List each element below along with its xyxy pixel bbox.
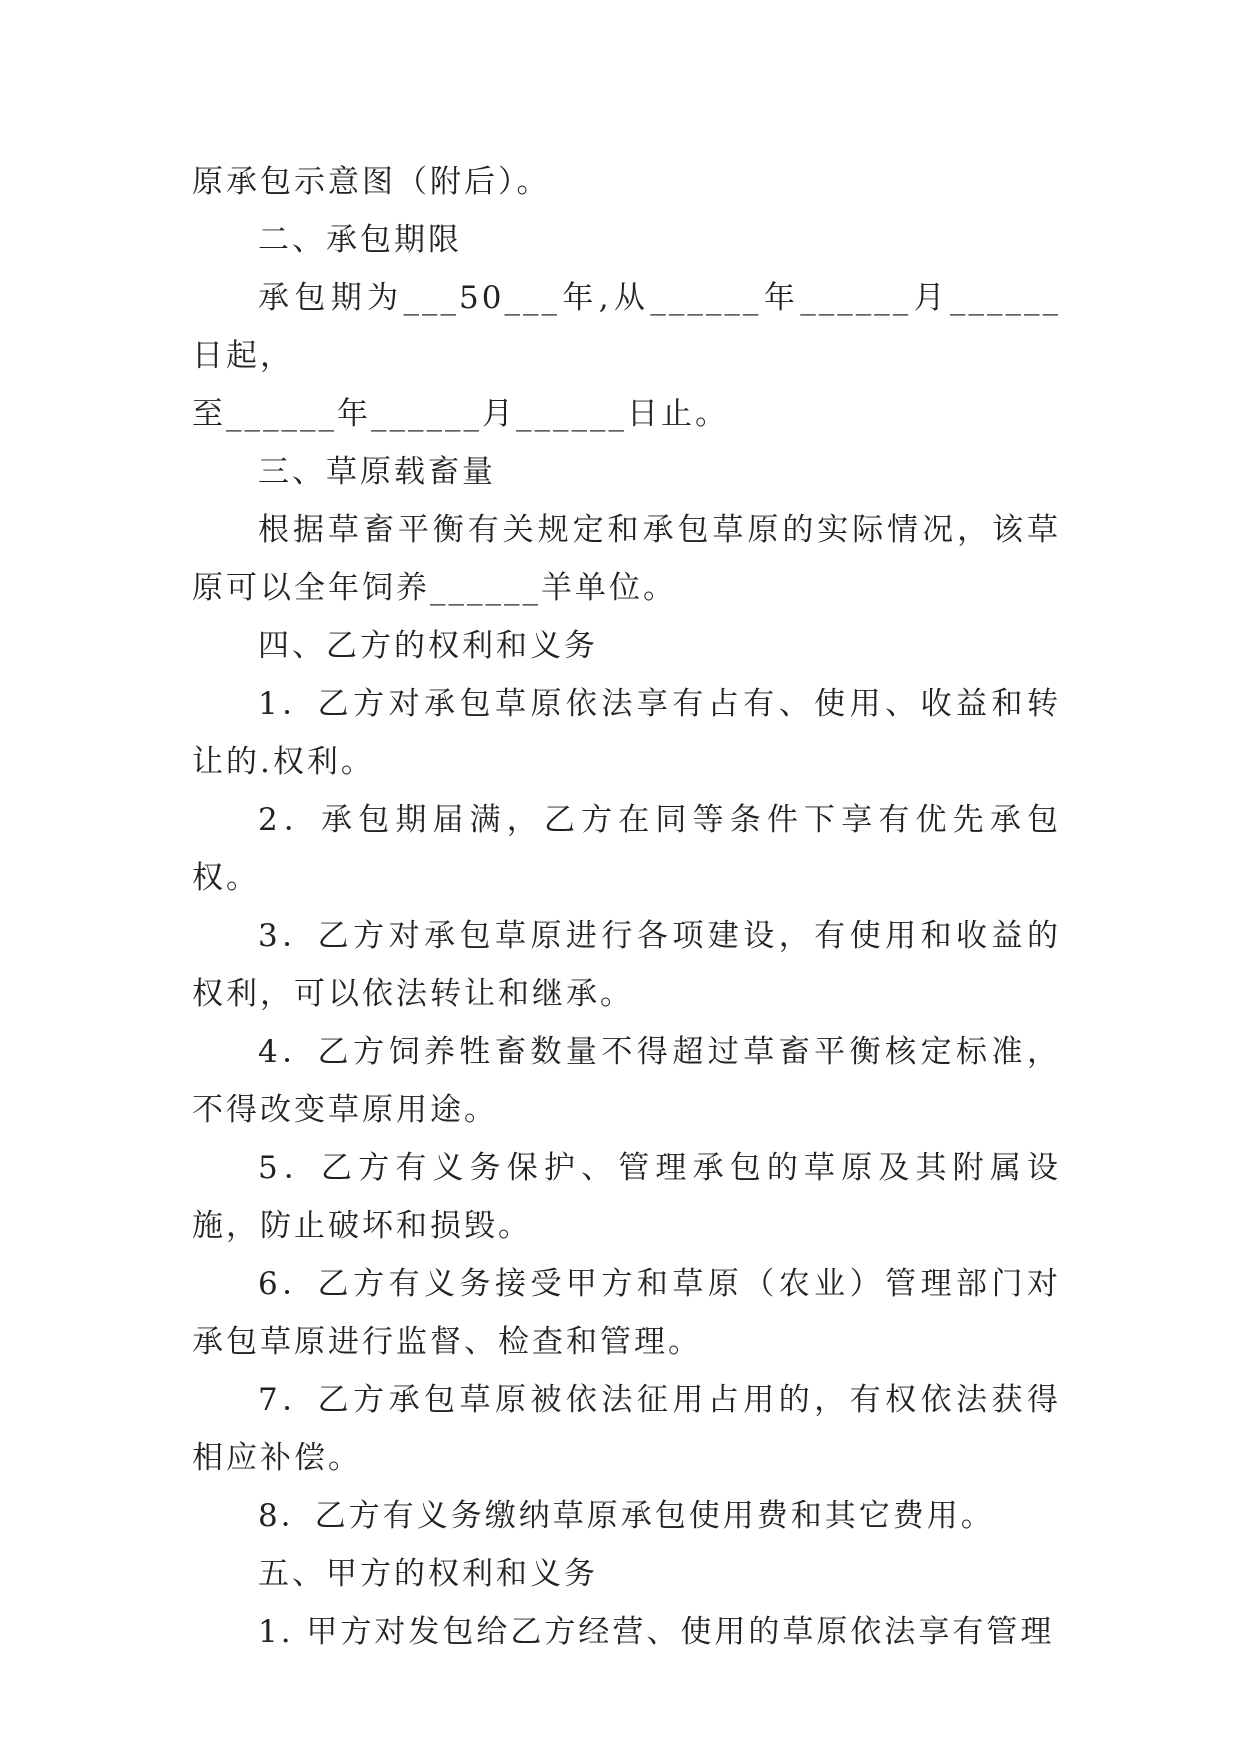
list-item-b-8: 8．乙方有义务缴纳草原承包使用费和其它费用。 <box>258 1498 995 1534</box>
heading-carrying-capacity: 三、草原载畜量 <box>258 454 496 490</box>
paragraph-attachment-note: 原承包示意图（附后）。 <box>192 164 551 200</box>
list-item-b-7: 7．乙方承包草原被依法征用占用的，有权依法获得相应补偿。 <box>192 1382 1061 1476</box>
list-item-a-1: 1. 甲方对发包给乙方经营、使用的草原依法享有管理 <box>258 1614 1055 1650</box>
list-item-b-1: 1．乙方对承包草原依法享有占有、使用、收益和转让的.权利。 <box>192 686 1061 780</box>
heading-contract-term: 二、承包期限 <box>258 222 462 258</box>
paragraph-term-end: 至______年______月______日止。 <box>192 396 729 432</box>
heading-party-b-rights: 四、乙方的权利和义务 <box>258 628 598 664</box>
list-item-b-6: 6．乙方有义务接受甲方和草原（农业）管理部门对承包草原进行监督、检查和管理。 <box>192 1266 1061 1360</box>
paragraph-term-start: 承包期为___50___年,从______年______月______日起， <box>192 280 1061 374</box>
heading-party-a-rights: 五、甲方的权利和义务 <box>258 1556 598 1592</box>
document-body <box>192 153 1061 1661</box>
list-item-b-5: 5．乙方有义务保护、管理承包的草原及其附属设施，防止破坏和损毁。 <box>192 1150 1061 1244</box>
list-item-b-2: 2．承包期届满，乙方在同等条件下享有优先承包权。 <box>192 802 1061 896</box>
list-item-b-4: 4．乙方饲养牲畜数量不得超过草畜平衡核定标准，不得改变草原用途。 <box>192 1034 1061 1128</box>
paragraph-carrying-capacity: 根据草畜平衡有关规定和承包草原的实际情况，该草原可以全年饲养______羊单位。 <box>192 512 1061 606</box>
list-item-b-3: 3．乙方对承包草原进行各项建设，有使用和收益的权利，可以依法转让和继承。 <box>192 918 1061 1012</box>
